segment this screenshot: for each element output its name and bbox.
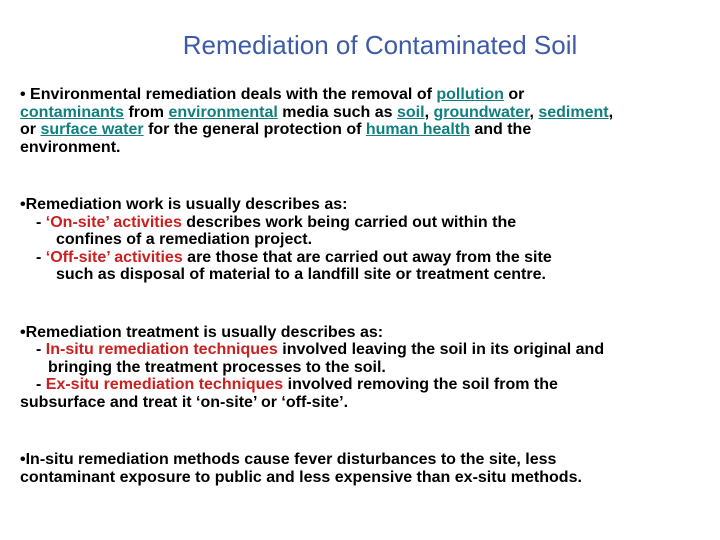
work-types-paragraph bbox=[20, 196, 710, 284]
dash: - bbox=[36, 376, 46, 393]
text: , bbox=[608, 103, 614, 121]
text: , bbox=[529, 103, 539, 121]
text: or bbox=[503, 86, 525, 103]
exsitu-term: Ex-situ remediation techniques bbox=[45, 376, 284, 393]
text: involved leaving the soil in its original and bbox=[277, 341, 605, 358]
text: are those that are carried out away from the site bbox=[182, 248, 552, 266]
link-human-health[interactable]: human health bbox=[365, 121, 470, 138]
definition-line-3 bbox=[20, 121, 710, 139]
text: from bbox=[124, 103, 169, 121]
definition-line-2 bbox=[20, 104, 710, 122]
dash: - bbox=[36, 341, 46, 358]
dash: - bbox=[36, 213, 46, 231]
link-pollution[interactable]: pollution bbox=[436, 86, 504, 103]
spacer bbox=[20, 304, 710, 324]
work-types-intro: •Remediation work is usually describes as: bbox=[20, 196, 348, 213]
bullet: • bbox=[20, 86, 26, 103]
definition-paragraph bbox=[20, 86, 710, 156]
exsitu-item-cont: subsurface and treat it ‘on-site’ or ‘off-site’. bbox=[20, 393, 349, 411]
link-environmental[interactable]: environmental bbox=[168, 103, 278, 121]
text: involved removing the soil from the bbox=[283, 376, 558, 393]
text: media such as bbox=[277, 103, 397, 121]
exsitu-item bbox=[20, 376, 710, 394]
text: , bbox=[424, 103, 434, 121]
onsite-item-cont: confines of a remediation project. bbox=[56, 231, 313, 248]
treatment-paragraph bbox=[20, 324, 710, 412]
link-surface-water[interactable]: surface water bbox=[40, 121, 144, 138]
insitu-term: In-situ remediation techniques bbox=[45, 341, 278, 358]
link-contaminants[interactable]: contaminants bbox=[20, 103, 125, 121]
link-soil[interactable]: soil bbox=[397, 103, 425, 121]
onsite-term: ‘On-site’ activities bbox=[45, 213, 182, 231]
text: or bbox=[20, 121, 41, 138]
onsite-item bbox=[20, 214, 710, 232]
spacer bbox=[20, 411, 710, 431]
offsite-item-cont: such as disposal of material to a landfill site or treatment centre. bbox=[56, 266, 546, 283]
comparison-line-1: •In-situ remediation methods cause fever disturbances to the site, less bbox=[20, 451, 557, 468]
slide-body bbox=[20, 86, 710, 486]
text: describes work being carried out within the bbox=[181, 213, 517, 231]
spacer bbox=[20, 284, 710, 304]
spacer bbox=[20, 431, 710, 451]
definition-line-1 bbox=[20, 86, 710, 104]
link-groundwater[interactable]: groundwater bbox=[433, 103, 530, 121]
offsite-item bbox=[20, 249, 710, 267]
link-sediment[interactable]: sediment bbox=[538, 103, 609, 121]
dash: - bbox=[36, 248, 46, 266]
text: Environmental remediation deals with the removal of bbox=[25, 86, 437, 103]
insitu-item-cont: bringing the treatment processes to the soil. bbox=[48, 358, 386, 376]
definition-line-4: environment. bbox=[20, 138, 121, 156]
text: and the bbox=[469, 121, 532, 138]
text: for the general protection of bbox=[143, 121, 366, 138]
insitu-item bbox=[20, 341, 710, 359]
comparison-paragraph bbox=[20, 451, 710, 486]
offsite-term: ‘Off-site’ activities bbox=[45, 248, 183, 266]
comparison-line-2: contaminant exposure to public and less expensive than ex-situ methods. bbox=[20, 468, 582, 486]
slide-title: Remediation of Contaminated Soil bbox=[182, 30, 578, 60]
treatment-intro: •Remediation treatment is usually describes as: bbox=[20, 323, 384, 341]
spacer bbox=[20, 176, 710, 196]
spacer bbox=[20, 156, 710, 176]
